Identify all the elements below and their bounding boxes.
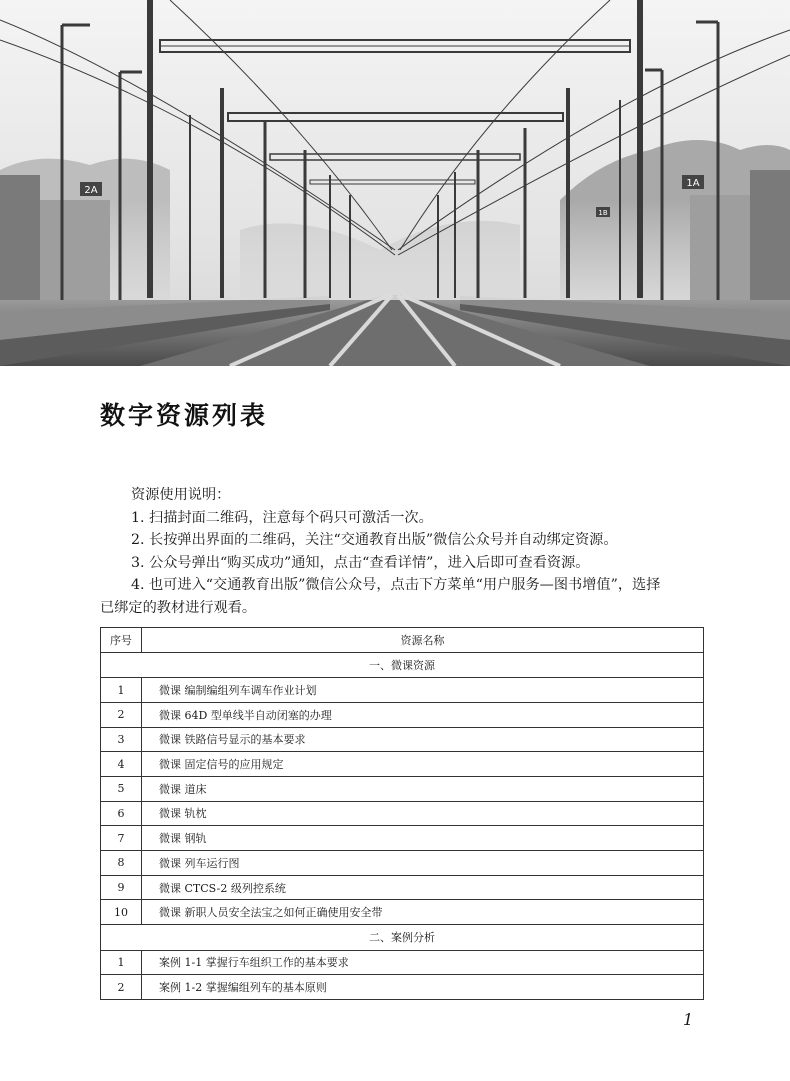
instruction-step-4-continued: 已绑定的教材进行观看。 — [100, 599, 257, 616]
table-row — [101, 851, 704, 876]
table-row — [101, 678, 704, 703]
railway-photo-icon — [0, 0, 790, 366]
row-resource-name: 微课 道床 — [142, 776, 704, 801]
page-number: 1 — [683, 1010, 694, 1029]
row-resource-name: 微课 CTCS-2 级列控系统 — [142, 875, 704, 900]
table-row — [101, 950, 704, 975]
table-row — [101, 900, 704, 925]
table-header-row — [101, 628, 704, 653]
table-row — [101, 776, 704, 801]
row-number: 9 — [101, 875, 142, 900]
usage-instructions — [100, 484, 704, 620]
section-title-microlessons: 一、微课资源 — [101, 652, 704, 678]
instructions-intro: 资源使用说明： — [131, 487, 231, 503]
row-resource-name: 微课 编制编组列车调车作业计划 — [142, 678, 704, 703]
resource-table — [100, 627, 704, 1000]
row-number: 1 — [101, 950, 142, 975]
platform-sign-1b: 1B — [598, 209, 608, 217]
platform-sign-1a: 1A — [686, 178, 700, 189]
instruction-step-1: 1. 扫描封面二维码，注意每个码只可激活一次。 — [131, 509, 433, 526]
instruction-step-4: 4. 也可进入“交通教育出版”微信公众号，点击下方菜单“用户服务—图书增值”，选择 — [131, 577, 661, 594]
row-resource-name: 微课 64D 型单线半自动闭塞的办理 — [142, 702, 704, 727]
table-row — [101, 801, 704, 826]
table-row — [101, 727, 704, 752]
table-row — [101, 975, 704, 1000]
row-number: 1 — [101, 678, 142, 703]
row-number: 10 — [101, 900, 142, 925]
table-row — [101, 752, 704, 777]
row-number: 4 — [101, 752, 142, 777]
row-resource-name: 微课 铁路信号显示的基本要求 — [142, 727, 704, 752]
table-row — [101, 826, 704, 851]
row-number: 6 — [101, 801, 142, 826]
row-resource-name: 微课 列车运行图 — [142, 851, 704, 876]
table-row — [101, 702, 704, 727]
row-number: 8 — [101, 851, 142, 876]
page-title: 数字资源列表 — [100, 401, 269, 430]
instruction-step-3: 3. 公众号弹出“购买成功”通知，点击“查看详情”，进入后即可查看资源。 — [131, 554, 590, 571]
row-resource-name: 微课 新职人员安全法宝之如何正确使用安全带 — [142, 900, 704, 925]
section-row — [101, 652, 704, 678]
row-resource-name: 微课 固定信号的应用规定 — [142, 752, 704, 777]
row-number: 7 — [101, 826, 142, 851]
row-resource-name: 微课 轨枕 — [142, 801, 704, 826]
section-row — [101, 925, 704, 951]
row-number: 3 — [101, 727, 142, 752]
row-number: 2 — [101, 702, 142, 727]
table-row — [101, 875, 704, 900]
section-title-case-analysis: 二、案例分析 — [101, 925, 704, 951]
row-resource-name: 案例 1-2 掌握编组列车的基本原则 — [142, 975, 704, 1000]
row-number: 5 — [101, 776, 142, 801]
row-resource-name: 微课 钢轨 — [142, 826, 704, 851]
header-number: 序号 — [101, 628, 142, 653]
platform-sign-2a: 2A — [84, 185, 98, 196]
instruction-step-2: 2. 长按弹出界面的二维码，关注“交通教育出版”微信公众号并自动绑定资源。 — [131, 532, 618, 549]
row-number: 2 — [101, 975, 142, 1000]
row-resource-name: 案例 1-1 掌握行车组织工作的基本要求 — [142, 950, 704, 975]
header-resource-name: 资源名称 — [142, 628, 704, 653]
railway-header-photo — [0, 0, 790, 366]
